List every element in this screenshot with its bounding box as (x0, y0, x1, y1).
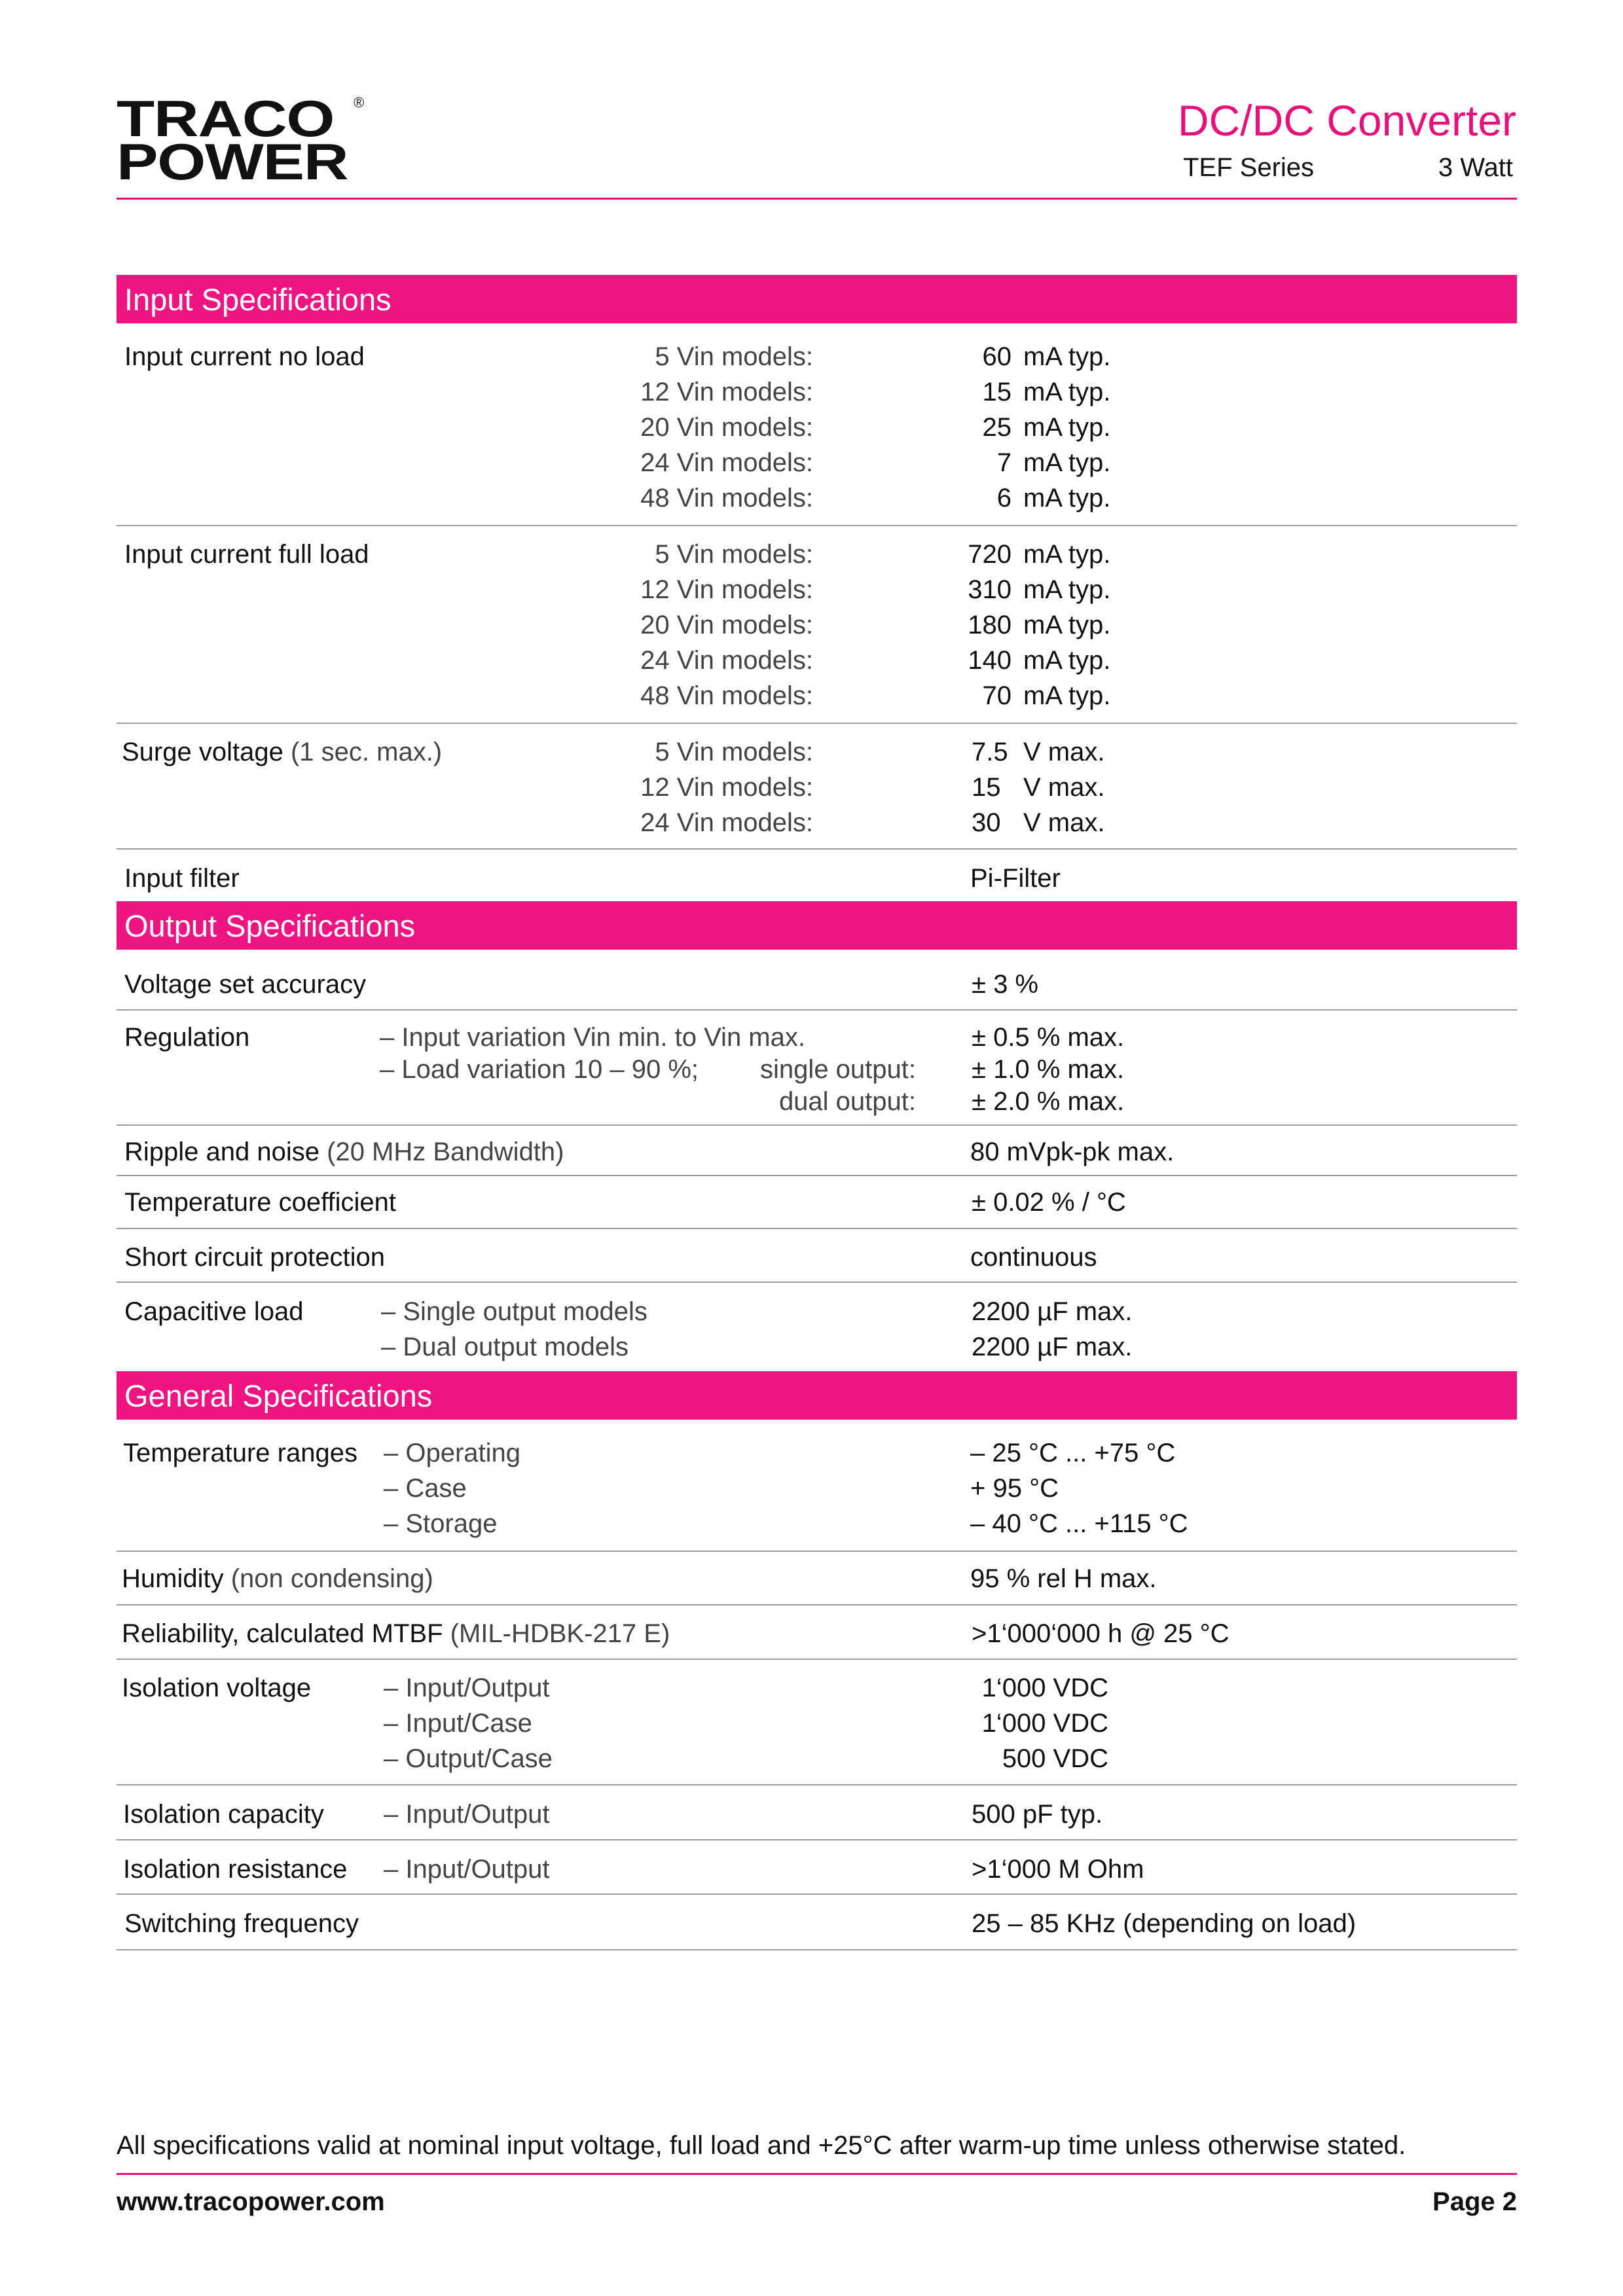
isolation-item: – Input/Output (384, 1674, 550, 1702)
spec-label-main: Reliability, calculated MTBF (122, 1619, 443, 1648)
spec-label: Switching frequency (124, 1909, 359, 1938)
row-divider (117, 1604, 1517, 1605)
spec-value: 30 (972, 808, 1001, 837)
general-section-title: General Specifications (124, 1378, 433, 1413)
spec-value: 2200 µF max. (972, 1297, 1133, 1326)
spec-label-note: (MIL-HDBK-217 E) (450, 1619, 670, 1648)
spec-value: 15 (972, 773, 1001, 802)
spec-value: – 40 °C ... +115 °C (970, 1509, 1188, 1538)
model-label: 5 Vin models: (655, 540, 813, 569)
row-divider (117, 848, 1517, 850)
spec-label-main: Ripple and noise (124, 1138, 319, 1166)
capacitive-item: – Single output models (381, 1297, 647, 1326)
row-divider (117, 1659, 1517, 1660)
row-divider (117, 1839, 1517, 1840)
isolation-item: – Input/Output (384, 1800, 550, 1829)
spec-unit: V max. (1023, 738, 1105, 766)
spec-unit: mA typ. (1023, 575, 1111, 604)
row-divider (117, 723, 1517, 724)
output-section-title: Output Specifications (124, 908, 416, 943)
series-name: TEF Series (1183, 153, 1315, 182)
spec-label (122, 1564, 433, 1594)
spec-label-main: Surge voltage (122, 738, 283, 766)
spec-value: >1‘000‘000 h @ 25 °C (972, 1619, 1230, 1648)
spec-value: >1‘000 M Ohm (972, 1855, 1144, 1884)
spec-value: 15 (982, 378, 1012, 406)
spec-value: 25 – 85 KHz (depending on load) (972, 1909, 1357, 1938)
spec-value: 7.5 (972, 738, 1008, 766)
row-divider (117, 1551, 1517, 1552)
spec-unit: mA typ. (1023, 413, 1111, 442)
spec-label: Voltage set accuracy (124, 970, 367, 999)
spec-value: 1‘000 VDC (981, 1674, 1108, 1702)
page-number: Page 2 (1432, 2187, 1517, 2216)
input-section-header (117, 275, 1517, 323)
row-divider (117, 1124, 1517, 1126)
traco-power-logo (117, 90, 372, 190)
row-divider (117, 1282, 1517, 1283)
spec-label: Isolation capacity (123, 1800, 324, 1829)
spec-value: + 95 °C (970, 1474, 1059, 1503)
spec-label: Isolation resistance (123, 1855, 348, 1884)
registered-mark: ® (354, 94, 365, 111)
temperature-item: – Storage (384, 1509, 498, 1538)
spec-value: 70 (982, 681, 1012, 710)
spec-label (124, 1138, 564, 1167)
row-divider (117, 525, 1517, 526)
spec-unit: mA typ. (1023, 611, 1111, 639)
spec-value: 140 (968, 646, 1012, 675)
spec-value: 500 VDC (1002, 1744, 1108, 1773)
spec-value: 6 (996, 484, 1012, 512)
model-label: 20 Vin models: (640, 413, 813, 442)
spec-label (122, 738, 442, 767)
model-label: 20 Vin models: (640, 611, 813, 639)
power-rating: 3 Watt (1438, 153, 1513, 182)
regulation-input-variation: – Input variation Vin min. to Vin max. (380, 1023, 805, 1052)
specifications-footnote: All specifications valid at nominal input voltage, full load and +25°C after warm-up time unless otherwise stated. (117, 2131, 1406, 2160)
spec-label: Temperature ranges (123, 1439, 357, 1467)
spec-unit: mA typ. (1023, 681, 1111, 710)
document-title: DC/DC Converter (1177, 96, 1516, 145)
spec-label: Short circuit protection (124, 1243, 385, 1272)
spec-label-main: Humidity (122, 1564, 224, 1593)
header-rule (117, 198, 1517, 200)
isolation-item: – Input/Output (384, 1855, 550, 1884)
model-label: 24 Vin models: (640, 646, 813, 675)
row-divider (117, 1893, 1517, 1895)
row-divider (117, 1784, 1517, 1785)
spec-unit: mA typ. (1023, 540, 1111, 569)
spec-label: Input current no load (124, 342, 365, 371)
spec-value: ± 3 % (972, 970, 1038, 999)
spec-value: ± 1.0 % max. (972, 1055, 1125, 1084)
single-output-label: single output: (760, 1055, 916, 1084)
input-section-title: Input Specifications (124, 282, 392, 317)
spec-value: 95 % rel H max. (970, 1564, 1157, 1593)
capacitive-item: – Dual output models (381, 1333, 629, 1361)
spec-label (122, 1619, 670, 1649)
spec-value: Pi-Filter (970, 864, 1061, 893)
spec-value: 180 (968, 611, 1012, 639)
temperature-item: – Case (384, 1474, 467, 1503)
model-label: 12 Vin models: (640, 575, 813, 604)
row-divider (117, 1009, 1517, 1011)
model-label: 48 Vin models: (640, 484, 813, 512)
spec-value: 80 mVpk-pk max. (970, 1138, 1175, 1166)
spec-value: 25 (982, 413, 1012, 442)
model-label: 5 Vin models: (655, 342, 813, 371)
spec-label-note: (non condensing) (230, 1564, 433, 1593)
model-label: 5 Vin models: (655, 738, 813, 766)
dual-output-label: dual output: (778, 1087, 916, 1116)
spec-value: ± 0.02 % / °C (972, 1188, 1126, 1217)
spec-unit: mA typ. (1023, 484, 1111, 512)
spec-value: 60 (982, 342, 1012, 371)
spec-label-note: (20 MHz Bandwidth) (327, 1138, 564, 1166)
spec-value: ± 0.5 % max. (972, 1023, 1125, 1052)
regulation-load-variation: – Load variation 10 – 90 %; (380, 1055, 699, 1084)
spec-value: 720 (968, 540, 1012, 569)
spec-unit: mA typ. (1023, 378, 1111, 406)
spec-label: Isolation voltage (122, 1674, 312, 1702)
model-label: 12 Vin models: (640, 773, 813, 802)
spec-value: continuous (970, 1243, 1097, 1272)
spec-value: 7 (996, 448, 1012, 477)
spec-label: Input filter (124, 864, 240, 893)
spec-unit: mA typ. (1023, 646, 1111, 675)
footer-rule (117, 2173, 1517, 2175)
spec-unit: V max. (1023, 773, 1105, 802)
model-label: 12 Vin models: (640, 378, 813, 406)
row-divider (117, 1175, 1517, 1176)
spec-label: Regulation (124, 1023, 250, 1052)
general-section-header (117, 1371, 1517, 1420)
output-section-header (117, 901, 1517, 950)
spec-unit: mA typ. (1023, 448, 1111, 477)
row-divider (117, 1228, 1517, 1229)
spec-value: ± 2.0 % max. (972, 1087, 1125, 1116)
logo-text-traco: TRACO (117, 90, 335, 147)
spec-value: 2200 µF max. (972, 1333, 1133, 1361)
row-divider (117, 1949, 1517, 1950)
spec-label: Capacitive load (124, 1297, 304, 1326)
logo-text-power: POWER (117, 133, 348, 190)
spec-value: 500 pF typ. (972, 1800, 1103, 1829)
spec-unit: V max. (1023, 808, 1105, 837)
website-link[interactable]: www.tracopower.com (117, 2187, 385, 2216)
isolation-item: – Input/Case (384, 1709, 532, 1738)
model-label: 24 Vin models: (640, 808, 813, 837)
spec-unit: mA typ. (1023, 342, 1111, 371)
spec-value: – 25 °C ... +75 °C (970, 1439, 1176, 1467)
isolation-item: – Output/Case (384, 1744, 553, 1773)
spec-label: Input current full load (124, 540, 369, 569)
model-label: 48 Vin models: (640, 681, 813, 710)
spec-value: 310 (968, 575, 1012, 604)
temperature-item: – Operating (384, 1439, 521, 1467)
model-label: 24 Vin models: (640, 448, 813, 477)
spec-value: 1‘000 VDC (981, 1709, 1108, 1738)
spec-label: Temperature coefficient (124, 1188, 397, 1217)
spec-label-note: (1 sec. max.) (290, 738, 443, 766)
